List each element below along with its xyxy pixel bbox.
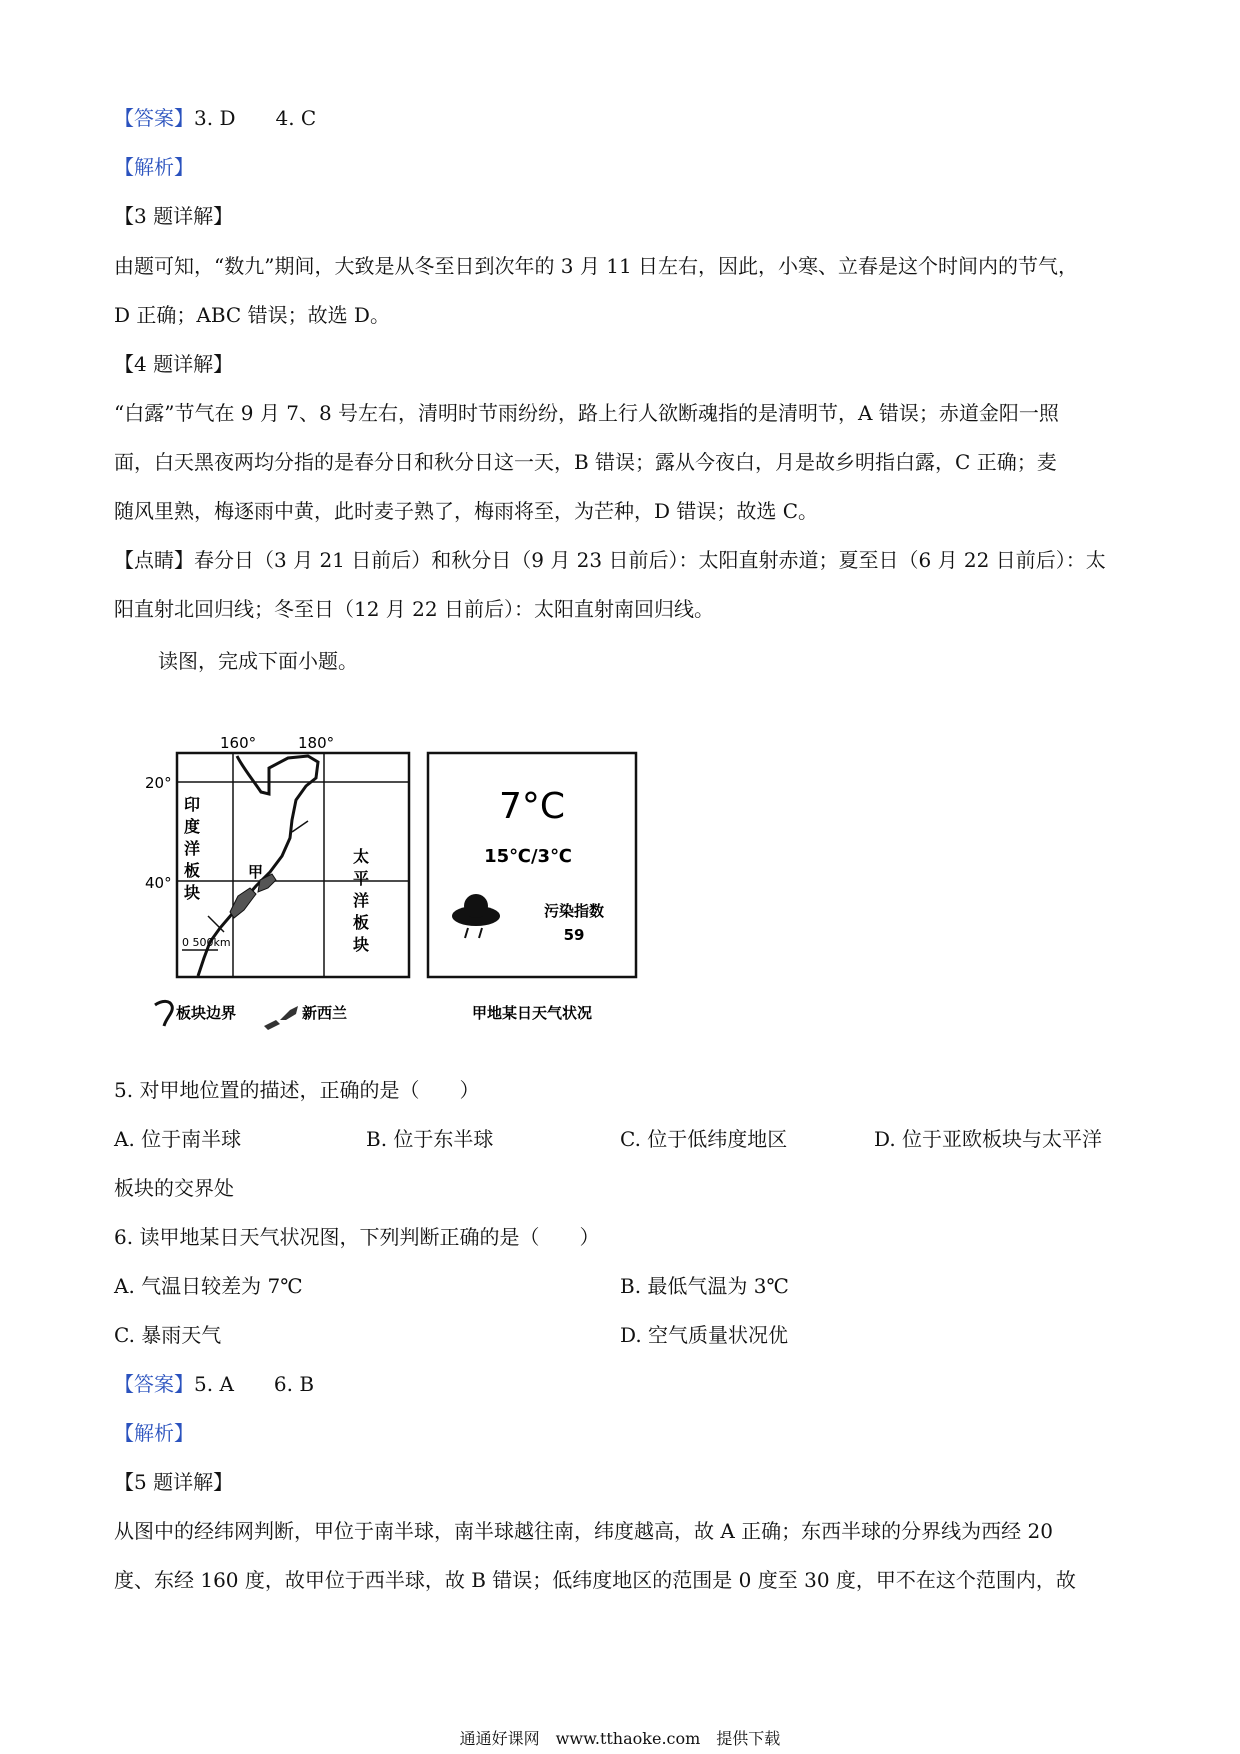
q3-detail-title: 【3 题详解】 (114, 204, 234, 228)
legend-nz-label: 新西兰 (302, 1004, 348, 1022)
answer-line-2 (114, 1370, 314, 1398)
analysis-label: 【解析】 (114, 155, 194, 179)
rain-cloud-icon (452, 894, 500, 938)
q5-stem: 5. 对甲地位置的描述，正确的是（ ） (114, 1078, 480, 1102)
lon-label-160: 160° (220, 734, 257, 752)
q5-option-c: C. 位于低纬度地区 (620, 1127, 788, 1151)
q5-option-a: A. 位于南半球 (114, 1127, 242, 1151)
legend-boundary-icon (155, 1001, 172, 1026)
q5-option-d: D. 位于亚欧板块与太平洋 (874, 1127, 1103, 1151)
q6-stem: 6. 读甲地某日天气状况图，下列判断正确的是（ ） (114, 1225, 600, 1249)
dianjing-line-1 (114, 546, 1106, 574)
q4-detail-line: 随风里熟，梅逐雨中黄，此时麦子熟了，梅雨将至，为芒种，D 错误；故选 C。 (114, 499, 819, 523)
indian-plate-label: 印 度 洋 板 块 (184, 795, 201, 902)
answer-label: 【答案】 (114, 1372, 194, 1396)
legend-nz-icon (264, 1006, 298, 1030)
answer-label: 【答案】 (114, 106, 194, 130)
q4-detail-line: “白露”节气在 9 月 7、8 号左右，清明时节雨纷纷，路上行人欲断魂指的是清明节，A 错误；赤道金阳一照 (114, 401, 1059, 425)
q5-detail-line: 度、东经 160 度，故甲位于西半球，故 B 错误；低纬度地区的范围是 0 度至 30 度，甲不在这个范围内，故 (114, 1568, 1076, 1592)
q5-option-b: B. 位于东半球 (366, 1127, 494, 1151)
dianjing-label: 【点睛】 (114, 548, 194, 572)
dianjing-text: 春分日（3 月 21 日前后）和秋分日（9 月 23 日前后）：太阳直射赤道；夏至日（6 月 22 日前后）：太 (194, 548, 1106, 572)
q5-detail-line: 从图中的经纬网判断，甲位于南半球，南半球越往南，纬度越高，故 A 正确；东西半球的分界线为西经 20 (114, 1519, 1053, 1543)
lat-label-40: 40° (145, 874, 172, 892)
figure (140, 720, 700, 1040)
read-prompt: 读图，完成下面小题。 (158, 649, 358, 673)
q5-option-d-continued: 板块的交界处 (114, 1176, 234, 1200)
q4-detail-title: 【4 题详解】 (114, 352, 234, 376)
lon-label-180: 180° (298, 734, 335, 752)
dianjing-line-2: 阳直射北回归线；冬至日（12 月 22 日前后）：太阳直射南回归线。 (114, 597, 714, 621)
pollution-value: 59 (563, 926, 585, 944)
answer-line-1 (114, 104, 316, 132)
q5-detail-title: 【5 题详解】 (114, 1470, 234, 1494)
pollution-label: 污染指数 (543, 902, 605, 920)
q4-detail-line: 面，白天黑夜两均分指的是春分日和秋分日这一天，B 错误；露从今夜白，月是故乡明指白露，C 正确；麦 (114, 450, 1057, 474)
lat-label-20: 20° (145, 774, 172, 792)
weather-temp: 7°C (498, 786, 566, 827)
jia-label: 甲 (248, 863, 264, 881)
scale-label: 0 500km (182, 936, 231, 949)
pacific-plate-label: 太 平 洋 板 块 (353, 847, 370, 954)
weather-caption: 甲地某日天气状况 (471, 1004, 593, 1022)
legend-boundary-label: 板块边界 (176, 1004, 237, 1022)
weather-range: 15℃/3℃ (484, 846, 572, 867)
arrow-pacific (292, 821, 308, 832)
q6-option-c: C. 暴雨天气 (114, 1323, 222, 1347)
page-footer: 通通好课网 www.tthaoke.com 提供下载 (459, 1729, 781, 1748)
q6-option-a: A. 气温日较差为 7℃ (114, 1274, 303, 1298)
q3-detail-line: 由题可知，“数九”期间，大致是从冬至日到次年的 3 月 11 日左右，因此，小寒、立春是这个时间内的节气， (114, 254, 1079, 278)
q6-option-b: B. 最低气温为 3℃ (620, 1274, 789, 1298)
analysis-label: 【解析】 (114, 1421, 194, 1445)
answer-text: 3. D 4. C (194, 106, 317, 130)
answer-text: 5. A 6. B (194, 1372, 315, 1396)
q3-detail-line: D 正确；ABC 错误；故选 D。 (114, 303, 390, 327)
q6-option-d: D. 空气质量状况优 (620, 1323, 789, 1347)
